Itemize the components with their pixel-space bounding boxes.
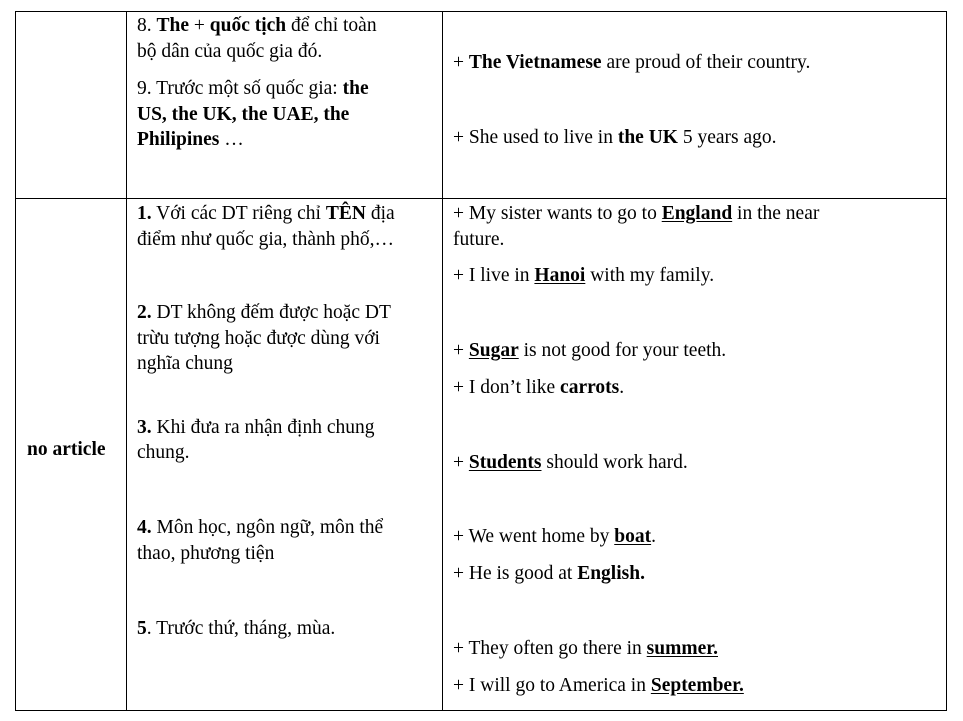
rule-9-line-3: Philipines … [137,129,244,150]
rule-2-line-3: nghĩa chung [137,353,233,374]
example-carrots: + I don’t like carrots. [453,377,625,398]
example-vietnamese: + The Vietnamese are proud of their country. [453,52,811,73]
column-divider-2 [442,11,443,710]
rule-8-line-2: bộ dân của quốc gia đó. [137,41,323,62]
rule-2-line-2: trừu tượng hoặc được dùng với [137,328,380,349]
example-england-line-1: + My sister wants to go to England in the near [453,203,820,224]
rule-1-line-1: 1. Với các DT riêng chỉ TÊN địa [137,203,395,224]
rule-8-line-1: 8. The + quốc tịch để chỉ toàn [137,15,377,36]
rule-9-line-2: US, the UK, the UAE, the [137,104,350,125]
example-boat: + We went home by boat. [453,526,656,547]
example-hanoi: + I live in Hanoi with my family. [453,265,715,286]
example-uk: + She used to live in the UK 5 years ago. [453,127,777,148]
rule-3-line-2: chung. [137,442,190,463]
rule-9-line-1: 9. Trước một số quốc gia: the [137,78,369,99]
table-left-border [15,11,16,710]
rule-4-line-2: thao, phương tiện [137,543,275,564]
table-right-border [946,11,947,710]
example-students: + Students should work hard. [453,452,688,473]
example-english: + He is good at English. [453,563,645,584]
column-divider-1 [126,11,127,710]
rule-4-line-1: 4. Môn học, ngôn ngữ, môn thể [137,517,384,538]
rule-2-line-1: 2. DT không đếm được hoặc DT [137,302,391,323]
example-england-line-2: future. [453,229,505,250]
rule-1-line-2: điểm như quốc gia, thành phố,… [137,229,394,250]
example-sugar: + Sugar is not good for your teeth. [453,340,727,361]
example-september: + I will go to America in September. [453,675,744,696]
table-bottom-border [15,710,947,711]
rule-5-line-1: 5. Trước thứ, tháng, mùa. [137,618,336,639]
row-divider [15,198,947,199]
rule-3-line-1: 3. Khi đưa ra nhận định chung [137,417,375,438]
table-top-border [15,11,947,12]
example-summer: + They often go there in summer. [453,638,718,659]
row-label-no-article: no article [27,439,106,460]
